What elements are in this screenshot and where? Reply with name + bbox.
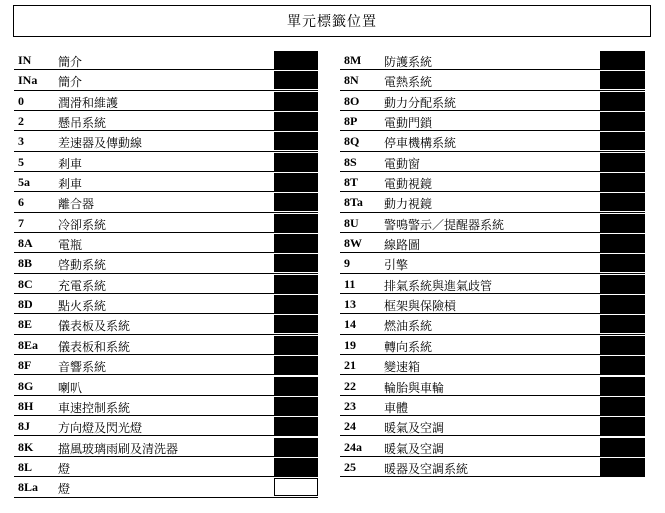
section-name: 輪胎與車輪 bbox=[384, 380, 445, 395]
section-code: 8L bbox=[18, 459, 33, 474]
section-tab-marker bbox=[600, 438, 645, 456]
section-name: 電動門鎖 bbox=[384, 116, 433, 131]
section-code: 8W bbox=[344, 236, 362, 251]
section-name: 簡介 bbox=[58, 55, 83, 69]
section-code: 13 bbox=[344, 297, 356, 312]
section-tab-marker bbox=[274, 458, 318, 476]
section-row-8e[interactable] bbox=[14, 315, 318, 334]
section-tab-marker bbox=[600, 132, 645, 150]
section-tab-marker bbox=[274, 275, 318, 293]
section-name: 燈 bbox=[58, 482, 71, 497]
section-code: 21 bbox=[344, 358, 356, 373]
section-code: 14 bbox=[344, 317, 356, 332]
section-row-3[interactable] bbox=[14, 132, 318, 151]
section-code: 8La bbox=[18, 480, 39, 495]
section-name: 排氣系統與進氣歧管 bbox=[384, 278, 493, 293]
section-row-8s[interactable] bbox=[340, 153, 645, 172]
section-name: 引擎 bbox=[384, 258, 409, 273]
section-name: 離合器 bbox=[58, 197, 95, 212]
section-code: 8O bbox=[344, 93, 360, 108]
section-name: 線路圖 bbox=[384, 238, 421, 253]
section-code: 8S bbox=[344, 154, 357, 169]
section-name: 燈 bbox=[58, 461, 71, 476]
section-name: 變速箱 bbox=[384, 360, 421, 375]
section-code: 5a bbox=[18, 175, 30, 190]
section-name: 暖氣及空調 bbox=[384, 421, 445, 436]
section-tab-marker bbox=[274, 92, 318, 110]
section-name: 方向燈及閃光燈 bbox=[58, 421, 143, 436]
section-code: 8B bbox=[18, 256, 33, 271]
section-code: 8U bbox=[344, 215, 359, 230]
section-row-8w[interactable] bbox=[340, 234, 645, 253]
section-tab-marker bbox=[600, 173, 645, 191]
section-name: 暖氣及空調 bbox=[384, 441, 445, 456]
section-tab-marker bbox=[600, 458, 645, 476]
section-row-5[interactable] bbox=[14, 153, 318, 172]
section-row-8u[interactable] bbox=[340, 214, 645, 233]
section-tab-marker bbox=[600, 295, 645, 313]
section-tab-marker bbox=[274, 71, 318, 89]
section-name: 充電系統 bbox=[58, 278, 107, 293]
section-name: 簡介 bbox=[58, 75, 83, 90]
section-name: 喇叭 bbox=[58, 380, 83, 395]
section-tab-marker bbox=[600, 254, 645, 272]
section-row-8h[interactable] bbox=[14, 397, 318, 416]
section-tab-marker bbox=[274, 214, 318, 232]
section-code: 24 bbox=[344, 419, 356, 434]
section-row-8c[interactable] bbox=[14, 275, 318, 294]
section-name: 擋風玻璃雨刷及清洗器 bbox=[58, 441, 179, 456]
section-row-8f[interactable] bbox=[14, 356, 318, 375]
section-row-8p[interactable] bbox=[340, 112, 645, 131]
section-name: 儀表板及系統 bbox=[58, 319, 131, 334]
section-row-22[interactable] bbox=[340, 377, 645, 396]
section-row-ina[interactable] bbox=[14, 71, 318, 90]
section-code: 8Ta bbox=[344, 195, 363, 210]
section-tab-marker bbox=[274, 438, 318, 456]
section-name: 暖器及空調系統 bbox=[384, 461, 469, 476]
section-row-8k[interactable] bbox=[14, 438, 318, 457]
section-code: 7 bbox=[18, 215, 24, 230]
section-name: 剎車 bbox=[58, 177, 83, 192]
section-tab-marker bbox=[600, 193, 645, 211]
section-name: 儀表板和系統 bbox=[58, 339, 131, 354]
section-tab-marker bbox=[600, 214, 645, 232]
section-name: 電動視鏡 bbox=[384, 177, 433, 192]
section-tab-marker bbox=[274, 173, 318, 191]
title-box bbox=[13, 5, 651, 37]
section-code: 5 bbox=[18, 154, 24, 169]
section-tab-marker bbox=[274, 234, 318, 252]
section-row-8q[interactable] bbox=[340, 132, 645, 151]
section-tab-marker bbox=[600, 153, 645, 171]
section-tab-marker bbox=[274, 193, 318, 211]
section-tab-marker bbox=[600, 417, 645, 435]
section-tab-marker bbox=[274, 397, 318, 415]
section-name: 差速器及傳動線 bbox=[58, 136, 143, 151]
section-name: 動力視鏡 bbox=[384, 197, 433, 212]
section-code: INa bbox=[18, 73, 38, 88]
section-row-2[interactable] bbox=[14, 112, 318, 131]
section-tab-marker bbox=[600, 71, 645, 89]
section-name: 音響系統 bbox=[58, 360, 107, 375]
section-tab-marker bbox=[274, 356, 318, 374]
section-row-24a[interactable] bbox=[340, 438, 645, 457]
section-code: 2 bbox=[18, 114, 24, 129]
section-row-6[interactable] bbox=[14, 193, 318, 212]
section-row-9[interactable] bbox=[340, 254, 645, 273]
left-column bbox=[14, 51, 318, 499]
section-code: 25 bbox=[344, 459, 356, 474]
section-code: 8H bbox=[18, 398, 34, 413]
section-code: 8T bbox=[344, 175, 359, 190]
section-name: 防護系統 bbox=[384, 55, 433, 69]
section-name: 電瓶 bbox=[58, 238, 83, 253]
section-name: 電動窗 bbox=[384, 156, 421, 171]
section-name: 動力分配系統 bbox=[384, 95, 457, 110]
section-code: 19 bbox=[344, 337, 356, 352]
section-name: 點火系統 bbox=[58, 299, 107, 314]
section-name: 警鳴警示／提醒器系統 bbox=[384, 217, 505, 232]
section-tab-marker bbox=[274, 254, 318, 272]
section-row-8d[interactable] bbox=[14, 295, 318, 314]
section-tab-marker bbox=[274, 417, 318, 435]
section-code: 8Ea bbox=[18, 337, 39, 352]
section-tab-marker bbox=[600, 356, 645, 374]
section-tab-marker bbox=[600, 275, 645, 293]
section-tab-marker bbox=[274, 132, 318, 150]
section-tab-marker bbox=[274, 336, 318, 354]
section-row-8la[interactable] bbox=[14, 478, 318, 497]
section-row-13[interactable] bbox=[340, 295, 645, 314]
section-code: 0 bbox=[18, 93, 24, 108]
section-tab-marker bbox=[274, 51, 318, 69]
section-tab-marker bbox=[274, 112, 318, 130]
section-code: 11 bbox=[344, 276, 356, 291]
section-code: 8D bbox=[18, 297, 33, 312]
section-tab-marker bbox=[274, 377, 318, 395]
section-code: 23 bbox=[344, 398, 356, 413]
section-name: 燃油系統 bbox=[384, 319, 433, 334]
section-row-8m[interactable] bbox=[340, 51, 645, 70]
section-name: 剎車 bbox=[58, 156, 83, 171]
section-row-23[interactable] bbox=[340, 397, 645, 416]
section-code: 8M bbox=[344, 53, 362, 67]
section-code: 8P bbox=[344, 114, 358, 129]
right-column bbox=[340, 51, 645, 478]
section-code: 8J bbox=[18, 419, 30, 434]
section-name: 框架與保險槓 bbox=[384, 299, 457, 314]
section-name: 轉向系統 bbox=[384, 339, 433, 354]
section-code: 8A bbox=[18, 236, 33, 251]
section-row-8j[interactable] bbox=[14, 417, 318, 436]
section-row-8t[interactable] bbox=[340, 173, 645, 192]
section-row-8a[interactable] bbox=[14, 234, 318, 253]
section-row-8ta[interactable] bbox=[340, 193, 645, 212]
section-name: 啓動系統 bbox=[58, 258, 107, 273]
section-row-7[interactable] bbox=[14, 214, 318, 233]
section-row-11[interactable] bbox=[340, 275, 645, 294]
section-name: 電熱系統 bbox=[384, 75, 433, 90]
section-code: 8C bbox=[18, 276, 33, 291]
section-name: 潤滑和維護 bbox=[58, 95, 119, 110]
section-tab-marker bbox=[274, 478, 318, 496]
section-tab-marker bbox=[600, 336, 645, 354]
section-tab-marker bbox=[600, 112, 645, 130]
section-tab-marker bbox=[274, 153, 318, 171]
section-row-24[interactable] bbox=[340, 417, 645, 436]
section-row-8l[interactable] bbox=[14, 458, 318, 477]
section-code: IN bbox=[18, 53, 32, 67]
section-row-8g[interactable] bbox=[14, 377, 318, 396]
section-name: 冷卻系統 bbox=[58, 217, 107, 232]
section-code: 8E bbox=[18, 317, 33, 332]
section-code: 9 bbox=[344, 256, 350, 271]
section-name: 停車機構系統 bbox=[384, 136, 457, 151]
section-row-0[interactable] bbox=[14, 92, 318, 111]
section-code: 6 bbox=[18, 195, 24, 210]
section-name: 懸吊系統 bbox=[58, 116, 107, 131]
section-tab-marker bbox=[600, 377, 645, 395]
section-tab-marker bbox=[600, 315, 645, 333]
section-row-5a[interactable] bbox=[14, 173, 318, 192]
section-tab-marker bbox=[600, 397, 645, 415]
section-code: 22 bbox=[344, 378, 356, 393]
section-row-8o[interactable] bbox=[340, 92, 645, 111]
section-code: 8G bbox=[18, 378, 34, 393]
section-code: 3 bbox=[18, 134, 24, 149]
section-row-25[interactable] bbox=[340, 458, 645, 477]
section-code: 24a bbox=[344, 439, 362, 454]
section-row-19[interactable] bbox=[340, 336, 645, 355]
section-row-in[interactable] bbox=[14, 51, 318, 70]
section-tab-marker bbox=[274, 315, 318, 333]
section-row-21[interactable] bbox=[340, 356, 645, 375]
section-row-8n[interactable] bbox=[340, 71, 645, 90]
section-name: 車體 bbox=[384, 400, 409, 415]
section-tab-marker bbox=[600, 234, 645, 252]
section-name: 車速控制系統 bbox=[58, 400, 131, 415]
section-code: 8Q bbox=[344, 134, 360, 149]
section-row-8b[interactable] bbox=[14, 254, 318, 273]
section-row-14[interactable] bbox=[340, 315, 645, 334]
section-tab-marker bbox=[600, 51, 645, 69]
section-code: 8K bbox=[18, 439, 34, 454]
section-tab-marker bbox=[274, 295, 318, 313]
page-title: 單元標籤位置 bbox=[287, 14, 377, 30]
section-code: 8F bbox=[18, 358, 32, 373]
section-tab-marker bbox=[600, 92, 645, 110]
section-code: 8N bbox=[344, 73, 359, 88]
section-row-8ea[interactable] bbox=[14, 336, 318, 355]
